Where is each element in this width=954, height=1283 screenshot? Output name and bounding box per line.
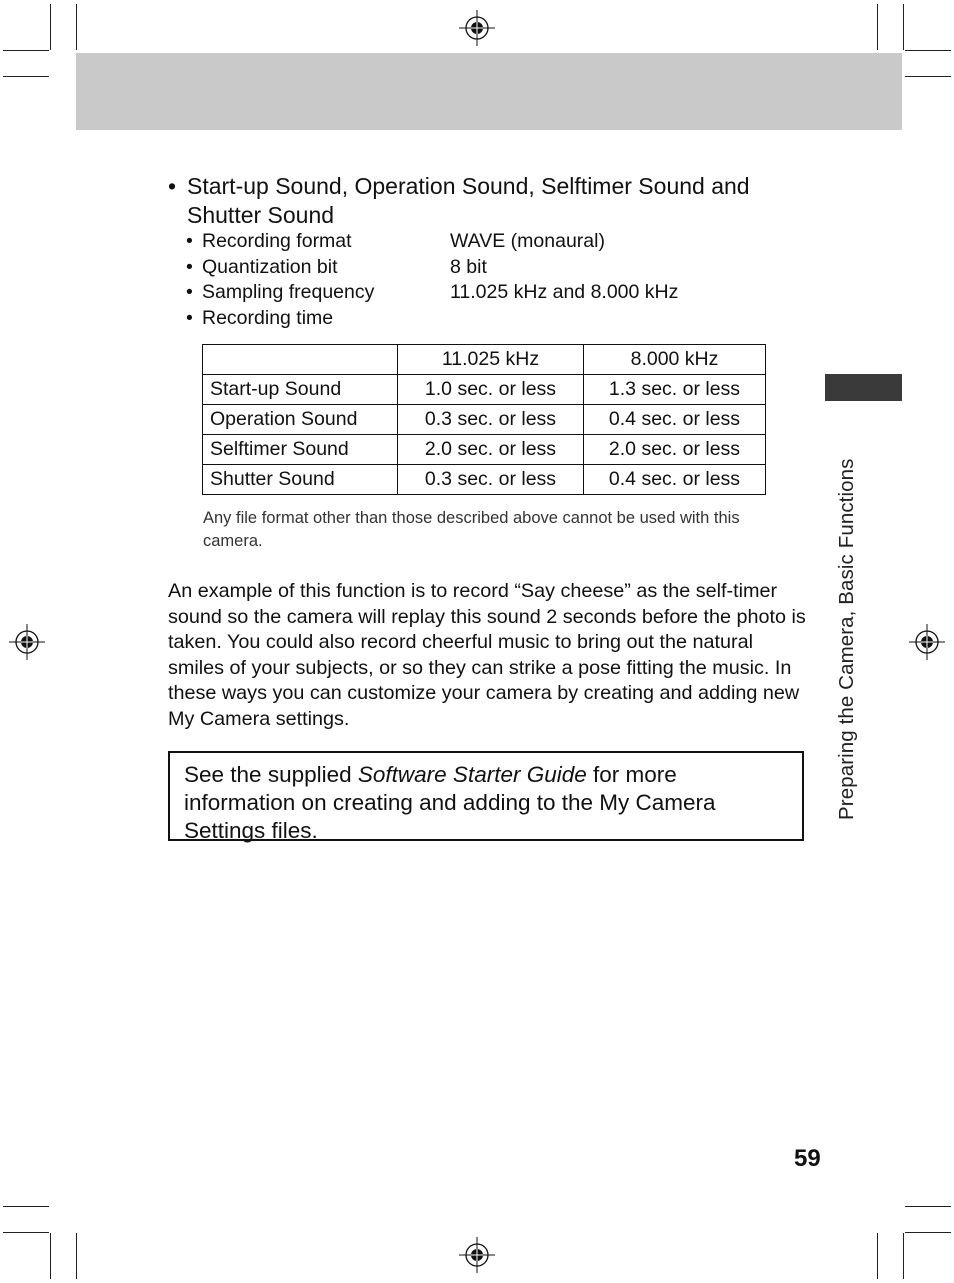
bullet: • — [186, 307, 193, 330]
registration-mark-icon — [459, 1237, 495, 1273]
table-cell: 0.3 sec. or less — [398, 405, 584, 435]
header-band — [76, 53, 902, 130]
crop-mark — [877, 1233, 878, 1279]
info-box-text: See the supplied — [184, 762, 358, 787]
bullet: • — [168, 173, 177, 199]
crop-mark — [50, 4, 51, 50]
registration-mark-icon — [909, 624, 945, 660]
spec-item-recording-time — [186, 307, 746, 333]
crop-mark — [905, 1232, 951, 1233]
spec-item-sampling-frequency — [186, 281, 746, 307]
crop-mark — [50, 1233, 51, 1279]
table-header-row — [203, 345, 766, 375]
table-row — [203, 435, 766, 465]
registration-mark-icon — [459, 10, 495, 46]
spec-label: Recording time — [202, 307, 334, 330]
format-note: Any file format other than those described above cannot be used with this camera. — [203, 509, 740, 550]
table-cell: 0.4 sec. or less — [584, 465, 766, 495]
crop-mark — [905, 50, 951, 51]
table-header-cell: 11.025 kHz — [398, 345, 584, 375]
spec-label: Sampling frequency — [202, 281, 375, 304]
info-box — [168, 751, 804, 841]
crop-mark — [76, 4, 77, 50]
info-box-text: for more information on creating and adding to the My Camera Settings files. — [184, 762, 716, 843]
table-row — [203, 465, 766, 495]
table-cell: 0.3 sec. or less — [398, 465, 584, 495]
crop-mark — [877, 4, 878, 50]
spec-value: 8 bit — [450, 255, 487, 278]
section-heading — [168, 172, 808, 230]
table-header-cell: 8.000 kHz — [584, 345, 766, 375]
crop-mark — [905, 76, 951, 77]
table-cell: Selftimer Sound — [203, 435, 398, 465]
spec-item-recording-format — [186, 230, 746, 256]
heading-text: Start-up Sound, Operation Sound, Selftimer Sound and Shutter Sound — [187, 173, 750, 228]
spec-value: 11.025 kHz and 8.000 kHz — [450, 281, 679, 304]
section-tab-marker — [825, 374, 902, 401]
bullet: • — [186, 230, 193, 252]
table-cell: 2.0 sec. or less — [398, 435, 584, 465]
table-row — [203, 405, 766, 435]
section-label: Preparing the Camera, Basic Functions — [835, 458, 858, 820]
crop-mark — [903, 1233, 904, 1279]
crop-mark — [3, 50, 49, 51]
table-cell: 1.0 sec. or less — [398, 375, 584, 405]
crop-mark — [3, 76, 49, 77]
table-cell: Operation Sound — [203, 405, 398, 435]
bullet: • — [186, 281, 193, 304]
registration-mark-icon — [9, 624, 45, 660]
crop-mark — [903, 4, 904, 50]
table-cell: 2.0 sec. or less — [584, 435, 766, 465]
table-cell: 0.4 sec. or less — [584, 405, 766, 435]
spec-label: Recording format — [202, 230, 352, 252]
crop-mark — [3, 1206, 49, 1207]
table-cell: Start-up Sound — [203, 375, 398, 405]
bullet: • — [186, 255, 193, 278]
crop-mark — [905, 1206, 951, 1207]
table-cell: 1.3 sec. or less — [584, 375, 766, 405]
table-row — [203, 375, 766, 405]
crop-mark — [3, 1232, 49, 1233]
spec-value: WAVE (monaural) — [450, 230, 605, 252]
crop-mark — [76, 1233, 77, 1279]
spec-item-quantization-bit — [186, 256, 746, 282]
info-box-emphasis: Software Starter Guide — [357, 762, 587, 787]
table-cell: Shutter Sound — [203, 465, 398, 495]
table-header-cell — [203, 345, 398, 375]
body-paragraph: An example of this function is to record “Say cheese” as the self-timer sound so the camera will replay this sound 2 seconds before the photo is taken. You could also record cheerful music to bring out the natural smiles of your subjects, or so they can strike a pose fitting the music. In these ways you can customize your camera by creating and adding new My Camera settings. — [168, 580, 806, 730]
spec-list — [186, 230, 746, 333]
page-number: 59 — [794, 1145, 821, 1172]
spec-label: Quantization bit — [202, 255, 338, 278]
recording-time-table — [202, 344, 766, 495]
